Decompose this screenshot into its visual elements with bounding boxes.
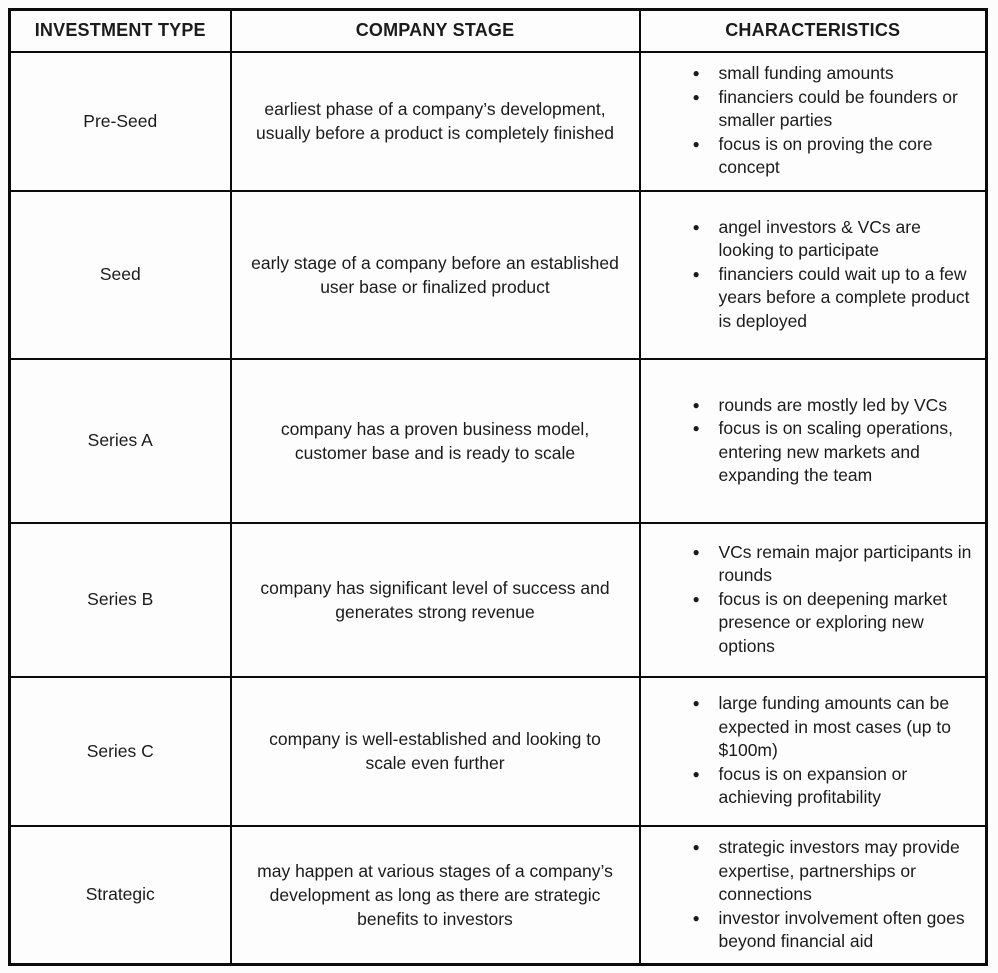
investment-type-cell: Strategic <box>10 826 231 965</box>
column-header-characteristics: CHARACTERISTICS <box>640 10 987 52</box>
table-row-pre-seed <box>10 52 987 191</box>
characteristics-list <box>641 836 976 954</box>
characteristics-list <box>641 692 976 810</box>
column-header-investment-type: INVESTMENT TYPE <box>10 10 231 52</box>
characteristic-item: ● focus is on proving the core concept <box>719 133 976 180</box>
characteristics-cell <box>640 523 987 677</box>
investment-type-cell: Pre-Seed <box>10 52 231 191</box>
characteristic-item: ● angel investors & VCs are looking to participate <box>719 216 976 263</box>
characteristic-item: ● financiers could be founders or smaller parties <box>719 86 976 133</box>
characteristics-list <box>641 62 976 180</box>
characteristic-item: ● strategic investors may provide expertise, partnerships or connections <box>719 836 976 907</box>
company-stage-cell: earliest phase of a company’s development, usually before a product is completely finished <box>231 52 640 191</box>
characteristics-cell <box>640 191 987 359</box>
characteristics-list <box>641 541 976 659</box>
investment-type-cell: Series A <box>10 359 231 523</box>
investment-type-cell: Series C <box>10 677 231 826</box>
table-header-row <box>10 10 987 52</box>
characteristics-cell <box>640 826 987 965</box>
characteristics-cell <box>640 677 987 826</box>
table-row-seed <box>10 191 987 359</box>
characteristics-list <box>641 394 976 488</box>
characteristics-list <box>641 216 976 334</box>
investment-type-cell: Series B <box>10 523 231 677</box>
company-stage-cell: early stage of a company before an established user base or finalized product <box>231 191 640 359</box>
investment-stages-table <box>8 8 988 966</box>
table-row-series-b <box>10 523 987 677</box>
company-stage-cell: may happen at various stages of a company’s development as long as there are strategic benefits to investors <box>231 826 640 965</box>
company-stage-cell: company is well-established and looking to scale even further <box>231 677 640 826</box>
characteristics-cell <box>640 359 987 523</box>
characteristic-item: ● rounds are mostly led by VCs <box>719 394 976 418</box>
table-row-strategic <box>10 826 987 965</box>
characteristics-cell <box>640 52 987 191</box>
table-row-series-a <box>10 359 987 523</box>
characteristic-item: ● focus is on expansion or achieving profitability <box>719 763 976 810</box>
characteristic-item: ● investor involvement often goes beyond financial aid <box>719 907 976 954</box>
company-stage-cell: company has a proven business model, customer base and is ready to scale <box>231 359 640 523</box>
investment-type-cell: Seed <box>10 191 231 359</box>
characteristic-item: ● focus is on scaling operations, entering new markets and expanding the team <box>719 417 976 488</box>
company-stage-cell: company has significant level of success and generates strong revenue <box>231 523 640 677</box>
characteristic-item: ● VCs remain major participants in rounds <box>719 541 976 588</box>
column-header-company-stage: COMPANY STAGE <box>231 10 640 52</box>
table-row-series-c <box>10 677 987 826</box>
characteristic-item: ● large funding amounts can be expected in most cases (up to $100m) <box>719 692 976 763</box>
characteristic-item: ● focus is on deepening market presence or exploring new options <box>719 588 976 659</box>
characteristic-item: ● financiers could wait up to a few years before a complete product is deployed <box>719 263 976 334</box>
characteristic-item: ● small funding amounts <box>719 62 976 86</box>
